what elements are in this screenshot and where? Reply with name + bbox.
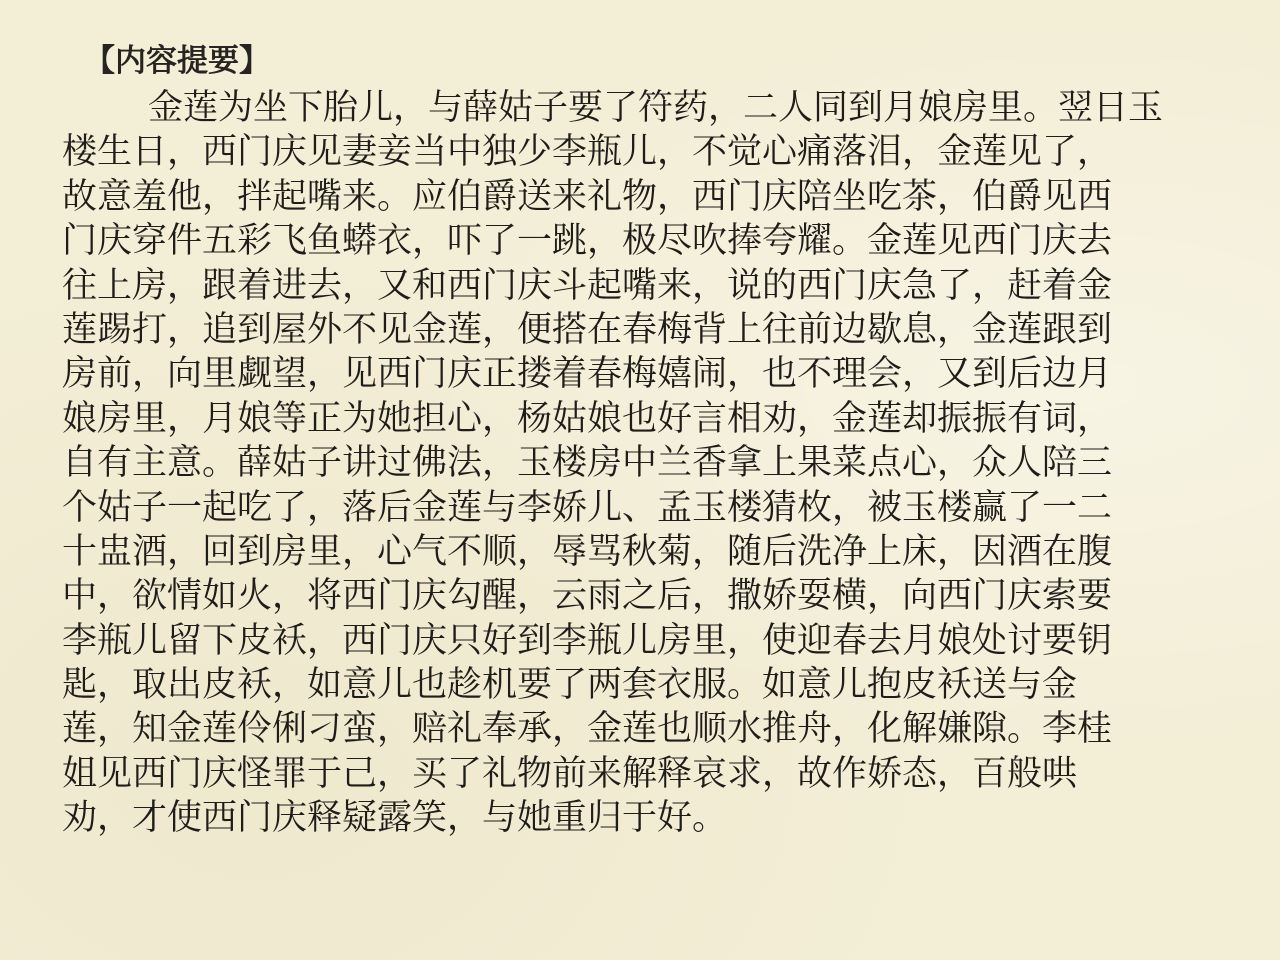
paragraph-line: 门庆穿件五彩飞鱼蟒衣，吓了一跳，极尽吹捧夸耀。金莲见西门庆去 <box>62 221 1113 262</box>
summary-paragraph <box>62 86 1232 841</box>
paragraph-line: 房前，向里觑望，见西门庆正搂着春梅嬉闹，也不理会，又到后边月 <box>62 354 1113 395</box>
paragraph-line: 莲，知金莲伶俐刁蛮，赔礼奉承，金莲也顺水推舟，化解嫌隙。李桂 <box>62 709 1113 750</box>
section-heading: 【内容提要】 <box>84 43 270 79</box>
paragraph-line: 劝，才使西门庆释疑露笑，与她重归于好。 <box>62 798 728 839</box>
line-text: 金莲为坐下胎儿，与薛姑子要了符药，二人同到月娘房里。翌日玉 <box>148 88 1164 128</box>
paragraph-line: 姐见西门庆怪罪于己，买了礼物前来解释哀求，故作娇态，百般哄 <box>62 753 1078 794</box>
paragraph-line: 莲踢打，追到屋外不见金莲，便搭在春梅背上往前边歇息，金莲跟到 <box>62 309 1113 350</box>
paragraph-line: 个姑子一起吃了，落后金莲与李娇儿、孟玉楼猜枚，被玉楼赢了一二 <box>62 487 1113 528</box>
paragraph-line: 往上房，跟着进去，又和西门庆斗起嘴来，说的西门庆急了，赶着金 <box>62 265 1113 306</box>
paragraph-line: 楼生日，西门庆见妻妾当中独少李瓶儿，不觉心痛落泪，金莲见了， <box>62 132 1113 173</box>
paragraph-line: 故意羞他，拌起嘴来。应伯爵送来礼物，西门庆陪坐吃茶，伯爵见西 <box>62 176 1113 217</box>
paragraph-line: 匙，取出皮袄，如意儿也趁机要了两套衣服。如意儿抱皮袄送与金 <box>62 665 1078 706</box>
paragraph-line: 娘房里，月娘等正为她担心，杨姑娘也好言相劝，金莲却振振有词， <box>62 398 1113 439</box>
paragraph-line <box>62 86 1232 130</box>
paragraph-line: 十盅酒，回到房里，心气不顺，辱骂秋菊，随后洗净上床，因酒在腹 <box>62 531 1113 572</box>
paragraph-line: 中，欲情如火，将西门庆勾醒，云雨之后，撒娇耍横，向西门庆索要 <box>62 576 1113 617</box>
paragraph-line: 自有主意。薛姑子讲过佛法，玉楼房中兰香拿上果菜点心，众人陪三 <box>62 443 1113 484</box>
paragraph-line: 李瓶儿留下皮袄，西门庆只好到李瓶儿房里，使迎春去月娘处讨要钥 <box>62 620 1113 661</box>
